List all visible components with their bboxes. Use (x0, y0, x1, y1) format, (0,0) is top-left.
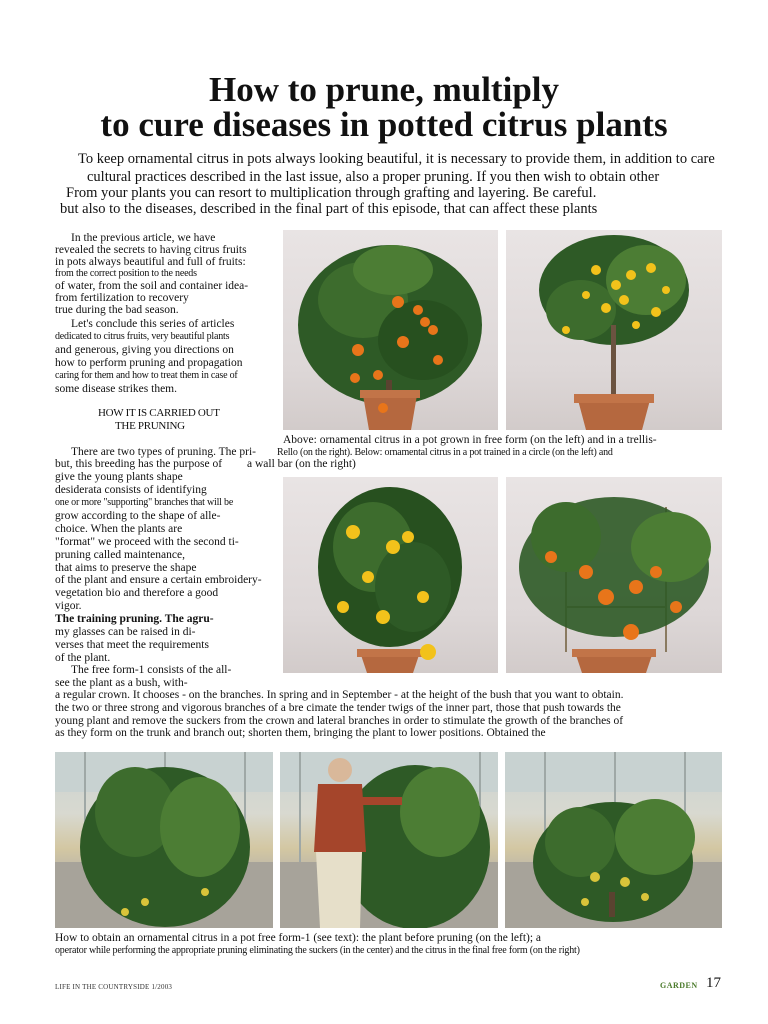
column-line-12: caring for them and how to treat them in case of (55, 370, 238, 381)
body-line-3: give the young plants shape (55, 471, 183, 483)
column-line-9: dedicated to citrus fruits, very beautiful plants (55, 331, 230, 342)
photo-after-pruning (505, 752, 722, 928)
title-line-1: How to prune, multiply (208, 70, 560, 109)
photo-trellis-citrus (506, 230, 722, 430)
column-line-2: revealed the secrets to having citrus fruits (55, 244, 247, 256)
body-line-6: grow according to the shape of alle- (55, 510, 221, 522)
column-line-13: some disease strikes them. (55, 383, 178, 395)
photo-wall-bar-citrus (506, 477, 722, 673)
body-line-2: but, this breeding has the purpose of (55, 458, 223, 470)
body-line-11: of the plant and ensure a certain embroidery- (55, 574, 262, 586)
page-number: 17 (706, 975, 721, 991)
column-line-8: Let's conclude this series of articles (71, 318, 235, 330)
photo-before-pruning (55, 752, 273, 928)
full-width-line-1: a regular crown. It chooses - on the branches. In spring and in September - at the height of the bush that you want to obtain. (55, 689, 624, 701)
body-line-15: my glasses can be raised in di- (55, 626, 196, 638)
body-line-1: There are two types of pruning. The pri- (71, 446, 257, 458)
column-line-10: and generous, giving you directions on (55, 344, 234, 356)
column-line-7: true during the bad season. (55, 304, 179, 316)
caption-bottom-line-2: operator while performing the appropriate pruning eliminating the suckers (in the center) and the citrus in the final free form (on the right) (55, 945, 580, 956)
body-line-10: that aims to preserve the shape (55, 562, 197, 574)
intro-line-2: cultural practices described in the last issue, also a proper pruning. If you then wish to obtain other (87, 169, 660, 185)
body-line-18: The free form-1 consists of the all- (71, 664, 232, 676)
body-line-16: verses that meet the requirements (55, 639, 209, 651)
column-line-1: In the previous article, we have (71, 232, 216, 244)
body-line-9: pruning called maintenance, (55, 549, 185, 561)
intro-line-3: From your plants you can resort to multiplication through grafting and layering. Be careful. (66, 185, 597, 201)
footer-magazine: LIFE IN THE COUNTRYSIDE 1/2003 (55, 983, 173, 991)
photo-circle-trained-citrus (283, 477, 498, 673)
body-line-12: vegetation bio and therefore a good (55, 587, 219, 599)
full-width-line-4: as they form on the trunk and branch out; shorten them, bringing the plant to lower positions. Obtained the (55, 727, 546, 739)
photo-operator-pruning (280, 752, 498, 928)
body-line-4: desiderata consists of identifying (55, 484, 207, 496)
column-line-3: in pots always beautiful and full of fruits: (55, 256, 246, 268)
column-line-6: from fertilization to recovery (55, 292, 189, 304)
intro-line-1: To keep ornamental citrus in pots always looking beautiful, it is necessary to provide them, in addition to care (78, 151, 715, 167)
caption-bottom-line-1: How to obtain an ornamental citrus in a pot free form-1 (see text): the plant before pruning (on the left); a (55, 932, 542, 944)
intro-line-4: but also to the diseases, described in the final part of this episode, that can affect these plants (60, 201, 598, 217)
body-line-5: one or more "supporting" branches that will be (55, 497, 234, 508)
body-line-14: The training pruning. The agru- (55, 613, 214, 625)
body-line-8: "format" we proceed with the second ti- (55, 536, 239, 548)
body-line-17: of the plant. (55, 652, 111, 664)
column-line-4: from the correct position to the needs (55, 268, 197, 279)
body-line-19: see the plant as a bush, with- (55, 677, 188, 689)
caption-top-line-2: Rello (on the right). Below: ornamental citrus in a pot trained in a circle (on the left) and (277, 447, 613, 458)
subhead-line-2: THE PRUNING (115, 420, 185, 432)
footer-section: GARDEN (660, 981, 698, 990)
full-width-line-2: the two or three strong and vigorous branches of a bre cimate the tender twigs of the inner part, those that push towards the (55, 702, 621, 714)
caption-top-line-3: a wall bar (on the right) (247, 458, 356, 470)
photo-free-form-citrus (283, 230, 498, 430)
caption-top-line-1: Above: ornamental citrus in a pot grown in free form (on the left) and in a trellis- (283, 434, 657, 446)
title-line-2: to cure diseases in potted citrus plants (100, 105, 668, 144)
body-line-7: choice. When the plants are (55, 523, 183, 535)
subhead-line-1: HOW IT IS CARRIED OUT (98, 407, 220, 419)
body-line-13: vigor. (55, 600, 82, 612)
column-line-5: of water, from the soil and container idea- (55, 280, 249, 292)
full-width-line-3: young plant and remove the suckers from the crown and lateral branches in order to stimulate the growth of the branches of (55, 715, 624, 727)
column-line-11: how to perform pruning and propagation (55, 357, 243, 369)
